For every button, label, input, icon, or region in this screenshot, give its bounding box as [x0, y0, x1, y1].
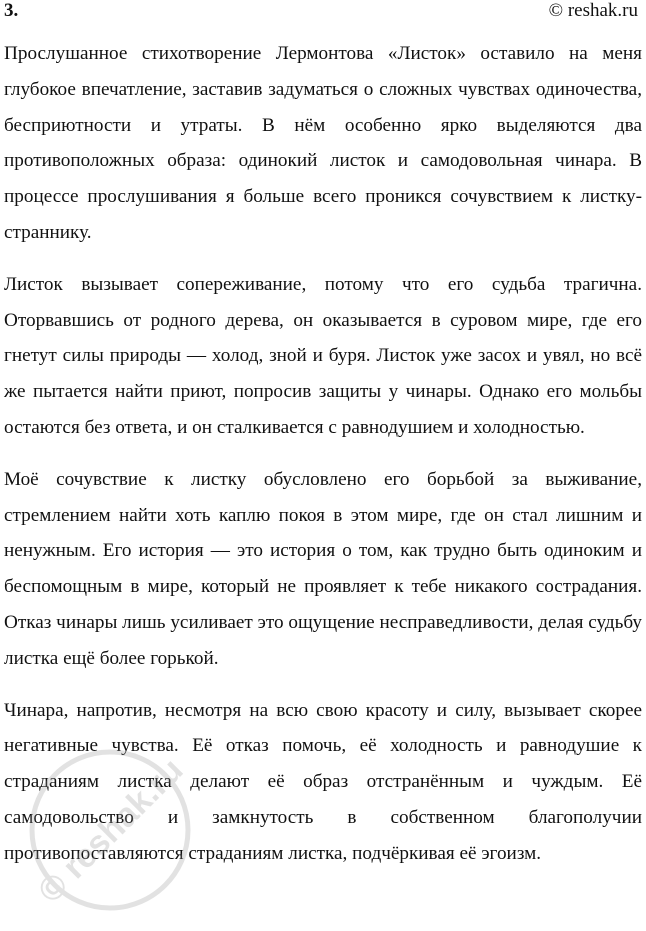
copyright-text: © reshak.ru [548, 0, 638, 21]
paragraph-4: Чинара, напротив, несмотря на всю свою красоту и силу, вызывает скорее негативные чувства. Её отказ помочь, её холодность и равнодушие к страданиям листка делают её образ отстранённым и чуждым. Её самодовольство и замкнутость в собственном благополучии противопоставляются страданиям листка, подчёркивая её эгоизм. [4, 699, 642, 864]
page-header [0, 0, 642, 26]
essay-text [4, 36, 642, 888]
paragraph-1: Прослушанное стихотворение Лермонтова «Листок» оставило на меня глубокое впечатление, заставив задуматься о сложных чувствах одиночества, бесприютности и утраты. В нём особенно ярко выделяются два противоположных образа: одинокий листок и самодовольная чинара. В процессе прослушивания я больше всего проникся сочувствием к листку-страннику. [4, 43, 642, 243]
paragraph-3: Моё сочувствие к листку обусловлено его борьбой за выживание, стремлением найти хоть каплю покоя в этом мире, где он стал лишним и ненужным. Его история — это история о том, как трудно быть одиноким и беспомощным в мире, который не проявляет к тебе никакого сострадания. Отказ чинары лишь усиливает это ощущение несправедливости, делая судьбу листка ещё более горькой. [4, 468, 642, 669]
task-number: 3. [4, 0, 19, 21]
paragraph-2: Листок вызывает сопереживание, потому что его судьба трагична. Оторвавшись от родного дерева, он оказывается в суровом мире, где его гнетут силы природы — холод, зной и буря. Листок уже засох и увял, но всё же пытается найти приют, попросив защиты у чинары. Однако его мольбы остаются без ответа, и он сталкивается с равнодушием и холодностью. [4, 273, 642, 438]
svg-text:© reshak.ru: © reshak.ru [30, 750, 191, 911]
